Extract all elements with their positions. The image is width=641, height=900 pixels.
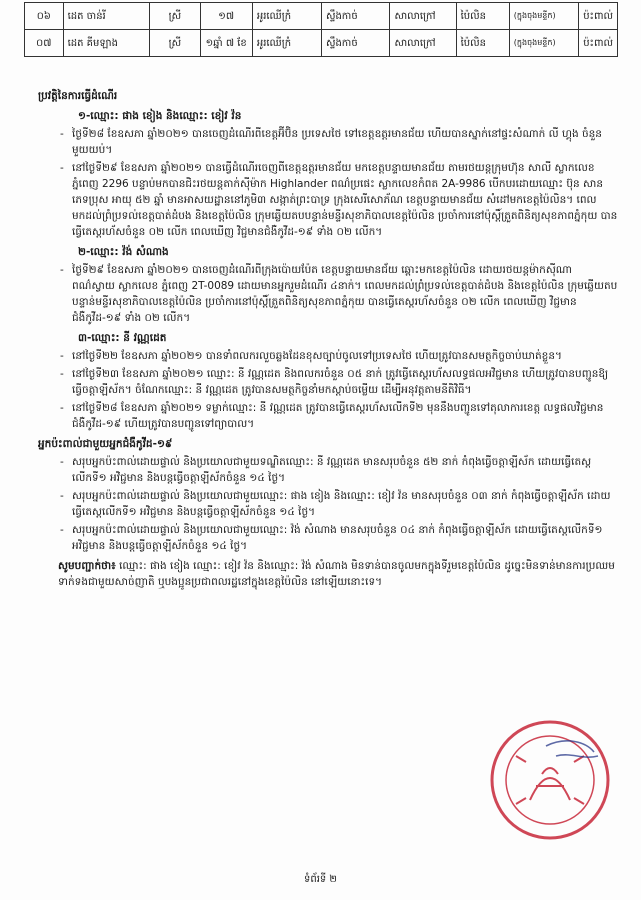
note-label: សូមបញ្ជាក់ថា៖	[58, 560, 116, 572]
list-item: - សរុបអ្នកប៉ះពាល់ដោយផ្ទាល់ និងប្រយោលជាមួយទណ្ឌិតឈ្មោះ: នី វណ្ណដេត មានសរុបចំនួន ៥២ នាក់ កំពុងធ្វើចត្តាឡីស័ក ដោយធ្វើតេស្តលើកទី១ អវិជ្ជមាន និងបន្តធ្វើចត្តាឡីស័កចំនួន ១៤ ថ្ងៃ។	[58, 454, 618, 486]
cell-village: ស្ទឹងកាច់	[321, 3, 390, 30]
list-item: - សរុបអ្នកប៉ះពាល់ដោយផ្ទាល់ និងប្រយោលជាមួយឈ្មោះ: ផាង ខៀង និងឈ្មោះ: ខៀវ វ៉ន មានសរុបចំនួន ០៣ នាក់ កំពុងធ្វើចត្តាឡីស័ក ដោយធ្វើតេស្តលើកទី១ អវិជ្ជមាន និងបន្តធ្វើចត្តាឡីស័កចំនួន ១៤ ថ្ងៃ។	[58, 488, 618, 520]
list-item: - នៅថ្ងៃទី២៨ ខែឧសភា ឆ្នាំ២០២១ ទម្លាក់ឈ្មោះ: នី វណ្ណដេត ត្រូវបានធ្វើតេស្តរហ័សលើកទី២ មុននឹងបញ្ជូនទៅតុលាការខេត្ត លទ្ធផលវិជ្ជមានជំងឺកូវីដ-១៩ ហើយត្រូវបានបញ្ជូនទៅព្យាបាល។	[58, 400, 618, 432]
person-heading: ២-ឈ្មោះ: វ៉ង់ សំណាង	[78, 246, 169, 258]
document-body	[38, 86, 618, 590]
cases-table	[24, 2, 618, 57]
cell-commune: សាលាក្រៅ	[390, 30, 456, 57]
cell-nationality: អូរឈើក្រំ	[252, 3, 321, 30]
person-items	[58, 262, 618, 326]
cell-no: ០៧	[25, 30, 64, 57]
cell-sex: ស្រី	[150, 30, 200, 57]
table-row	[25, 3, 618, 30]
cell-sex: ស្រី	[150, 3, 200, 30]
list-item: - ថ្ងៃទី២៨ ខែឧសភា ឆ្នាំ២០២១ បានចេញដំណើរពីខេត្តអ៊ីប៊ិន ប្រទេសថៃ ទៅខេត្តឧត្តរមានជ័យ ហើយបានស្នាក់នៅផ្ទះសំណាក់ លី ហ្គុង ចំនួនមួយយប់។	[58, 126, 618, 158]
person-items	[58, 348, 618, 432]
cell-nationality: អូរឈើក្រំ	[252, 30, 321, 57]
person-items	[58, 126, 618, 240]
contacts-list	[58, 454, 618, 554]
cell-note: (ក្នុងចុងមន្ទីក)	[509, 30, 578, 57]
cell-village: ស្ទឹងកាច់	[321, 30, 390, 57]
cell-name: ដេត ចាន់រី	[63, 3, 150, 30]
note-paragraph	[58, 558, 618, 590]
list-item: - នៅថ្ងៃទី២៩ ខែឧសភា ឆ្នាំ២០២១ បានធ្វើដំណើរចេញពីខេត្តឧត្តរមានជ័យ មកខេត្តបន្ទាយមានជ័យ តាមរថយន្តក្រុមហ៊ុន សាលី ស្លាកលេខ ភ្នំពេញ 2296 បន្ទាប់មកបានជិះរថយន្តតាក់ស៊ីម៉ាក Highlander ពណ៌ប្រផេះ ស្លាកលេខកំពត 2A-9986 បើកបរដោយឈ្មោះ ប៊ុន សាន ភេទប្រុស អាយុ ៥២ ឆ្នាំ មានអាសយដ្ឋាននៅភូមិ៣ សង្កាត់ព្រះបាទ្រ ក្រុងសេរីសោភ័ណ ខេត្តបន្ទាយមានជ័យ សំដៅមកខេត្តប៉ៃលិន។ ពេលមកដល់ព្រំប្រទល់ខេត្តបាត់ដំបង និងខេត្តប៉ៃលិន ក្រុមឆ្លើយតបបន្ទាន់មន្ទីរសុខាភិបាលខេត្តប៉ៃលិន ប្រចាំការនៅប៉ុស្តិ៍ត្រួតពិនិត្យសុខភាពភ្នំកុយ បានធ្វើតេស្តរហ័សចំនួន ០២ លើក ពេលឃើញ វិជ្ជមានជំងឺកូវីដ-១៩ ទាំង ០២ លើក។	[58, 160, 618, 240]
table-row	[25, 30, 618, 57]
official-seal	[486, 716, 614, 844]
contacts-title: អ្នកប៉ះពាល់ជាមួយអ្នកជំងឺកូវីដ-១៩	[38, 438, 173, 450]
list-item: - នៅថ្ងៃទី២៣ ខែឧសភា ឆ្នាំ២០២១ ឈ្មោះ: នី វណ្ណដេត និងពលករចំនួន ០៥ នាក់ ត្រូវធ្វើតេស្តរហ័សលទ្ធផលអវិជ្ជមាន ហើយត្រូវបានបញ្ជូនឱ្យធ្វើចត្តាឡីស័ក។ ចំណែកឈ្មោះ: នី វណ្ណដេត ត្រូវបានសមត្ថកិច្ចនាំមកស្តាប់ចម្លើយ ដើម្បីអនុវត្តតាមនីតិវិធី។	[58, 366, 618, 398]
history-title: ប្រវត្តិនៃការធ្វើដំណើរ	[38, 90, 118, 102]
page-number: ទំព័រទី ២	[304, 874, 337, 885]
list-item: - នៅថ្ងៃទី២២ ខែឧសភា ឆ្នាំ២០២១ បានទាំពលករលួចឆ្លងដែនខុសច្បាប់ចូលទៅប្រទេសថៃ ហើយត្រូវបានសមត្ថកិច្ចចាប់ឃាត់ខ្លួន។	[58, 348, 618, 364]
list-item: - ថ្ងៃទី២៩ ខែឧសភា ឆ្នាំ២០២១ បានចេញដំណើរពីក្រុងប៉ោយប៉ែត ខេត្តបន្ទាយមានជ័យ ឆ្ពោះមកខេត្តប៉ៃលិន ដោយរថយន្តម៉ាកស៊ីណា ពណ៌ស្វាយ ស្លាកលេខ ភ្នំពេញ 2T-0089 ដោយមានអ្នករួមដំណើរ ៤នាក់។ ពេលមកដល់ព្រំប្រទល់ខេត្តបាត់ដំបង និងខេត្តប៉ៃលិន ក្រុមឆ្លើយតបបន្ទាន់មន្ទីរសុខាភិបាលខេត្តប៉ៃលិន ប្រចាំការនៅប៉ុស្តិ៍ត្រួតពិនិត្យសុខភាពភ្នំកុយ បានធ្វើតេស្តរហ័សចំនួន ០២ លើក ពេលឃើញ វិជ្ជមានជំងឺកូវីដ-១៩ ទាំង ០២ លើក។	[58, 262, 618, 326]
person-heading: ៣-ឈ្មោះ: នី វណ្ណដេត	[78, 332, 167, 344]
cell-age: ១៧	[200, 3, 252, 30]
cell-commune: សាលាក្រៅ	[390, 3, 456, 30]
list-item: - សរុបអ្នកប៉ះពាល់ដោយផ្ទាល់ និងប្រយោលជាមួយឈ្មោះ: វ៉ង់ សំណាង មានសរុបចំនួន ០៤ នាក់ កំពុងធ្វើចត្តាឡីស័ក ដោយធ្វើតេស្តលើកទី១ អវិជ្ជមាន និងបន្តធ្វើចត្តាឡីស័កចំនួន ១៤ ថ្ងៃ។	[58, 522, 618, 554]
cell-name: ដេត គីមឡាង	[63, 30, 150, 57]
person-heading: ១-ឈ្មោះ: ផាង ខៀង និងឈ្មោះ: ខៀវ វ៉ន	[78, 110, 242, 122]
cell-age: ១ឆ្នាំ ៧ ខែ	[200, 30, 252, 57]
note-text: ឈ្មោះ: ផាង ខៀង ឈ្មោះ: ខៀវ វ៉ន និងឈ្មោះ: វ៉ង់ សំណាង មិនទាន់បានចូលមកក្នុងទីរួមខេត្តប៉ៃលិន ដូច្នេះមិនទាន់មានការប្រឈមទាក់ទងជាមួយសាច់ញាតិ ឬបងប្អូនប្រជាពលរដ្ឋនៅក្នុងខេត្តប៉ៃលិន នៅឡើយនោះទេ។	[58, 560, 615, 588]
cell-status: ប៉ះពាល់	[579, 3, 618, 30]
cell-status: ប៉ះពាល់	[579, 30, 618, 57]
cell-no: ០៦	[25, 3, 64, 30]
cell-note: (ក្នុងចុងមន្ទីក)	[509, 3, 578, 30]
cases-table-body	[25, 3, 618, 57]
cell-province: ប៉ៃលិន	[456, 30, 509, 57]
persons-list	[58, 108, 618, 432]
cell-province: ប៉ៃលិន	[456, 3, 509, 30]
